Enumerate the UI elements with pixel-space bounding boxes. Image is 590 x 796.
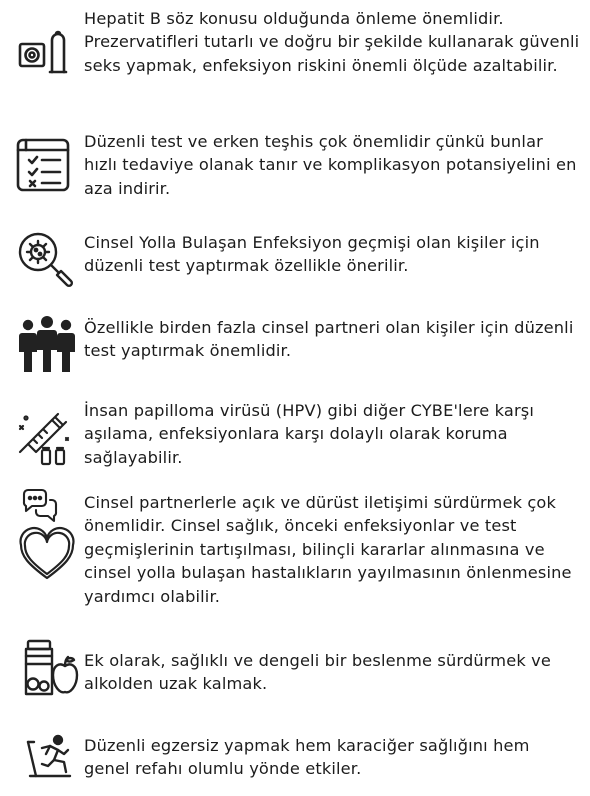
item-text: Düzenli test ve erken teşhis çok önemlidir çünkü bunlar hızlı tedaviye olanak tanır ve komplikasyon potansiyelini en aza indirir.: [84, 132, 577, 198]
condom-icon: [16, 22, 78, 84]
checklist-icon: [14, 134, 76, 196]
vaccine-syringe-icon: [14, 404, 76, 466]
virus-magnifier-icon: [14, 228, 76, 290]
treadmill-runner-icon: [24, 732, 76, 784]
item-text: Cinsel partnerlerle açık ve dürüst iletişimi sürdürmek çok önemlidir. Cinsel sağlık, önceki enfeksiyonlar ve test geçmişlerinin tartışılması, bilinçli kararlar alınmasına ve cinsel yolla bulaşan hastalıkların yayılmasının önlenmesine yardımcı olabilir.: [84, 493, 572, 606]
chat-bubbles-icon: [20, 486, 60, 526]
heart-icon: [18, 526, 76, 584]
item-text: Ek olarak, sağlıklı ve dengeli bir beslenme sürdürmek ve alkolden uzak kalmak.: [84, 651, 551, 694]
item-text: Düzenli egzersiz yapmak hem karaciğer sağlığını hem genel refahı olumlu yönde etkiler.: [84, 736, 530, 779]
item-text: Özellikle birden fazla cinsel partneri olan kişiler için düzenli test yaptırmak önemlidir.: [84, 318, 574, 361]
group-of-people-icon: [16, 312, 78, 374]
item-text: Cinsel Yolla Bulaşan Enfeksiyon geçmişi olan kişiler için düzenli test yaptırmak özellikle önerilir.: [84, 233, 540, 276]
item-text: İnsan papilloma virüsü (HPV) gibi diğer CYBE'lere karşı aşılama, enfeksiyonlara karşı dolaylı olarak koruma sağlayabilir.: [84, 401, 534, 467]
supplements-apple-icon: [20, 638, 80, 698]
item-text: Hepatit B söz konusu olduğunda önleme önemlidir. Prezervatifleri tutarlı ve doğru bir şekilde kullanarak güvenli seks yapmak, enfeksiyon riskini önemli ölçüde azaltabilir.: [84, 9, 580, 75]
